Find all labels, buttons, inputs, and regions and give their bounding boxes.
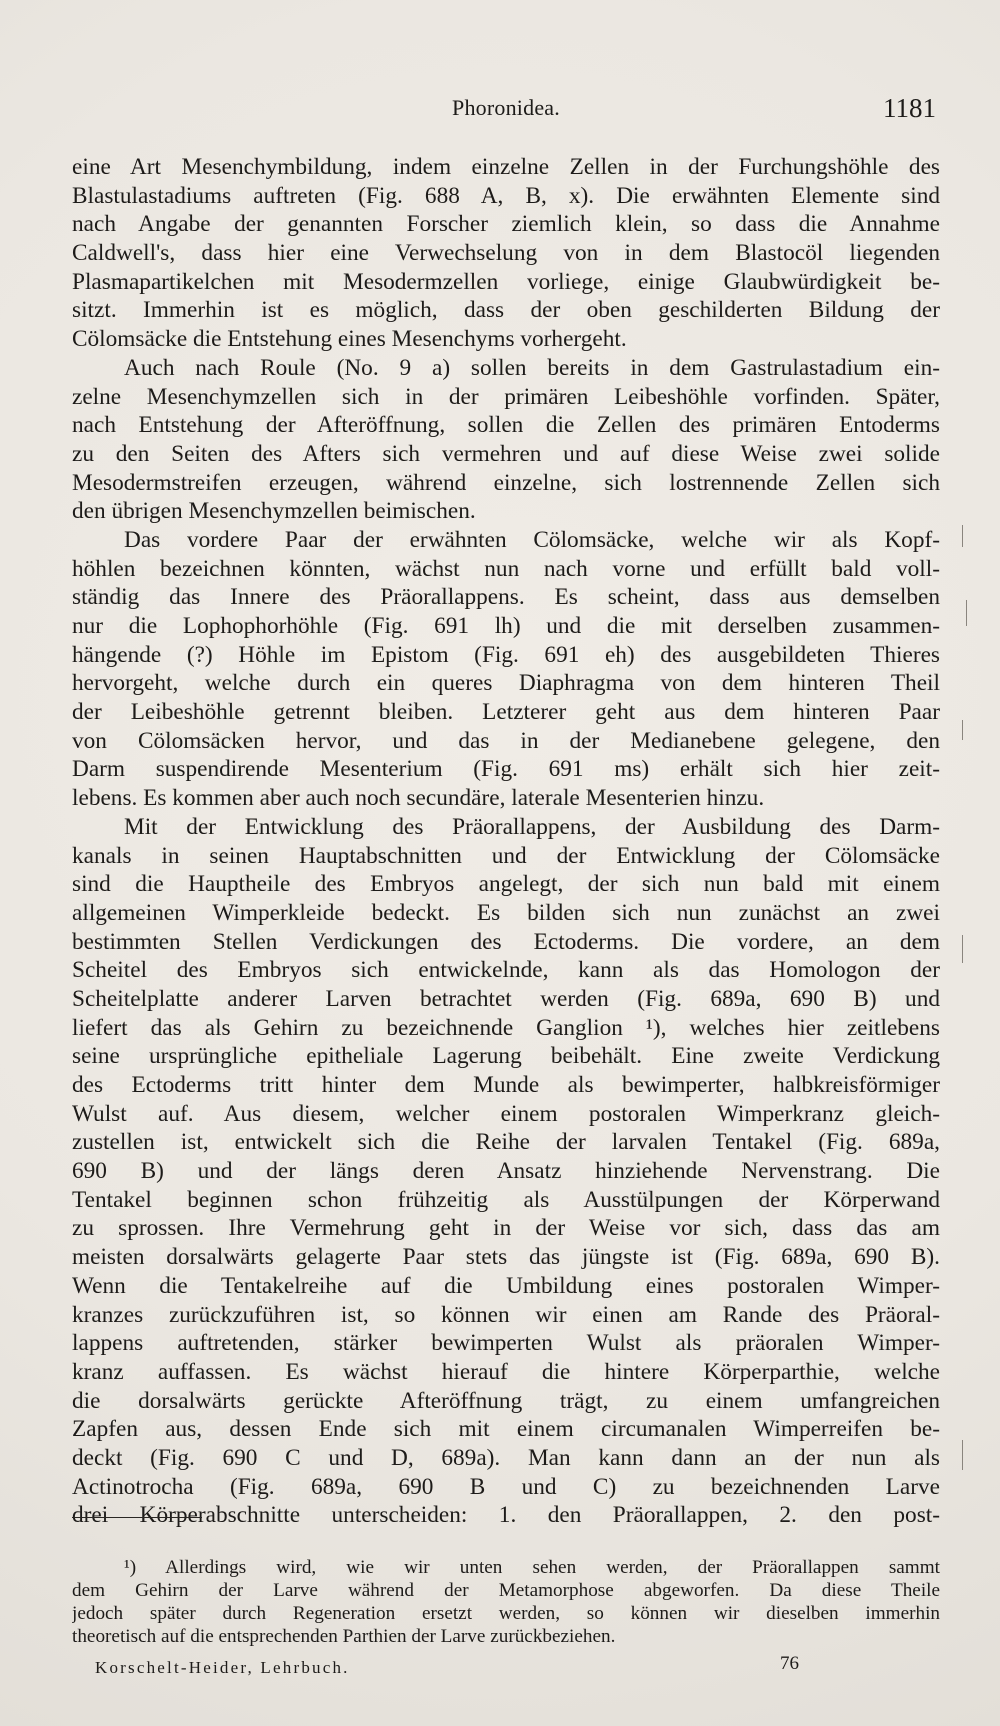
text-line: Das vordere Paar der erwähnten Cölomsäcke, welche wir als Kopf- — [124, 526, 940, 553]
footnote-line: ¹) Allerdings wird, wie wir unten sehen werden, der Präorallappen sammt — [124, 1557, 940, 1578]
text-line: Blastulastadiums auftreten (Fig. 688 A, B, x). Die erwähnten Elemente sind — [72, 182, 940, 209]
margin-mark — [962, 1440, 963, 1470]
text-line: meisten dorsalwärts gelagerte Paar stets das jüngste ist (Fig. 689a, 690 B). — [72, 1244, 940, 1271]
running-title: Phoronidea. — [452, 95, 560, 120]
text-line: bestimmten Stellen Verdickungen des Ectoderms. Die vordere, an dem — [72, 928, 940, 955]
margin-mark — [962, 720, 963, 740]
text-line: Mit der Entwicklung des Präorallappens, der Ausbildung des Darm- — [124, 813, 940, 840]
text-line: nach Entstehung der Afteröffnung, sollen die Zellen des primären Entoderms — [72, 412, 940, 439]
footnote-rule — [72, 1517, 202, 1518]
text-line: kranzes zurückzuführen ist, so können wir einen am Rande des Präoral- — [72, 1301, 940, 1328]
text-line: deckt (Fig. 690 C und D, 689a). Man kann dann an der nun als — [72, 1444, 940, 1471]
sheet-number: 76 — [780, 1653, 799, 1674]
text-line: kranz auffassen. Es wächst hierauf die hintere Körperparthie, welche — [72, 1358, 940, 1385]
text-line: Plasmapartikelchen mit Mesodermzellen vorliege, einige Glaubwürdigkeit be- — [72, 268, 940, 295]
text-line: Scheitelplatte anderer Larven betrachtet werden (Fig. 689a, 690 B) und — [72, 985, 940, 1012]
text-line: Cölomsäcke die Entstehung eines Mesenchyms vorhergeht. — [72, 326, 627, 353]
text-line: zu den Seiten des Afters sich vermehren und auf diese Weise zwei solide — [72, 440, 940, 467]
text-line: Wulst auf. Aus diesem, welcher einem postoralen Wimperkranz gleich- — [72, 1100, 940, 1127]
text-line: hervorgeht, welche durch ein queres Diaphragma von dem hinteren Theil — [72, 670, 940, 697]
text-line: 690 B) und der längs deren Ansatz hinziehende Nervenstrang. Die — [72, 1158, 940, 1185]
text-line: der Leibeshöhle getrennt bleiben. Letzterer geht aus dem hinteren Paar — [72, 699, 940, 726]
text-line: drei Körperabschnitte unterscheiden: 1. den Präorallappen, 2. den post- — [72, 1502, 940, 1529]
text-line: Wenn die Tentakelreihe auf die Umbildung eines postoralen Wimper- — [72, 1272, 940, 1299]
text-line: sitzt. Immerhin ist es möglich, dass der oben geschilderten Bildung der — [72, 297, 940, 324]
text-line: nach Angabe der genannten Forscher ziemlich klein, so dass die Annahme — [72, 211, 940, 238]
text-line: seine ursprüngliche epitheliale Lagerung beibehält. Eine zweite Verdickung — [72, 1043, 940, 1070]
text-line: höhlen bezeichnen könnten, wächst nun nach vorne und erfüllt bald voll- — [72, 555, 940, 582]
text-line: zelne Mesenchymzellen sich in der primären Leibeshöhle vorfinden. Später, — [72, 383, 940, 410]
footnote-line: dem Gehirn der Larve während der Metamorphose abgeworfen. Da diese Theile — [72, 1580, 940, 1601]
footnotes — [72, 1556, 940, 1648]
text-line: ständig das Innere des Präorallappens. Es scheint, dass aus demselben — [72, 584, 940, 611]
text-line: zustellen ist, entwickelt sich die Reihe der larvalen Tentakel (Fig. 689a, — [72, 1129, 940, 1156]
text-line: kanals in seinen Hauptabschnitten und der Entwicklung der Cölomsäcke — [72, 842, 940, 869]
margin-mark — [966, 600, 967, 626]
text-line: sind die Hauptheile des Embryos angelegt, der sich nun bald mit einem — [72, 871, 940, 898]
text-line: Darm suspendirende Mesenterium (Fig. 691 ms) erhält sich hier zeit- — [72, 756, 940, 783]
text-line: hängende (?) Höhle im Epistom (Fig. 691 eh) des ausgebildeten Thieres — [72, 641, 940, 668]
text-line: nur die Lophophorhöhle (Fig. 691 lh) und die mit derselben zusammen- — [72, 613, 940, 639]
footnote-line: theoretisch auf die entsprechenden Parthien der Larve zurückbeziehen. — [72, 1626, 616, 1647]
footnote-line: jedoch später durch Regeneration ersetzt werden, so können wir dieselben immerhin — [72, 1603, 940, 1624]
text-line: eine Art Mesenchymbildung, indem einzelne Zellen in der Furchungshöhle des — [72, 154, 940, 180]
text-line: Auch nach Roule (No. 9 a) sollen bereits in dem Gastrulastadium ein- — [124, 354, 940, 381]
text-line: den übrigen Mesenchymzellen beimischen. — [72, 498, 476, 525]
running-head — [72, 95, 940, 135]
text-line: allgemeinen Wimperkleide bedeckt. Es bilden sich nun zunächst an zwei — [72, 899, 940, 926]
text-line: zu sprossen. Ihre Vermehrung geht in der Weise vor sich, dass das am — [72, 1215, 940, 1242]
text-line: des Ectoderms tritt hinter dem Munde als bewimperter, halbkreisförmiger — [72, 1072, 940, 1098]
text-line: lebens. Es kommen aber auch noch secundäre, laterale Mesenterien hinzu. — [72, 785, 765, 812]
text-line: von Cölomsäcken hervor, und das in der Medianebene gelegene, den — [72, 727, 940, 754]
text-line: lappens auftretenden, stärker bewimperten Wulst als präoralen Wimper- — [72, 1330, 940, 1357]
text-line: Caldwell's, dass hier eine Verwechselung von in dem Blastocöl liegenden — [72, 240, 940, 267]
body-text — [72, 153, 940, 1530]
text-line: Tentakel beginnen schon frühzeitig als Ausstülpungen der Körperwand — [72, 1186, 940, 1213]
page-number: 1181 — [883, 93, 936, 123]
printer-signature: Korschelt-Heider, Lehrbuch. — [95, 1658, 350, 1677]
text-line: Zapfen aus, dessen Ende sich mit einem circumanalen Wimperreifen be- — [72, 1416, 940, 1443]
text-line: die dorsalwärts gerückte Afteröffnung trägt, zu einem umfangreichen — [72, 1387, 940, 1414]
text-line: Mesodermstreifen erzeugen, während einzelne, sich lostrennende Zellen sich — [72, 469, 940, 496]
text-line: liefert das als Gehirn zu bezeichnende Ganglion ¹), welches hier zeitlebens — [72, 1014, 940, 1041]
margin-mark — [962, 525, 963, 547]
text-line: Scheitel des Embryos sich entwickelnde, kann als das Homologon der — [72, 957, 940, 984]
margin-mark — [962, 935, 963, 963]
text-line: Actinotrocha (Fig. 689a, 690 B und C) zu bezeichnenden Larve — [72, 1473, 940, 1500]
